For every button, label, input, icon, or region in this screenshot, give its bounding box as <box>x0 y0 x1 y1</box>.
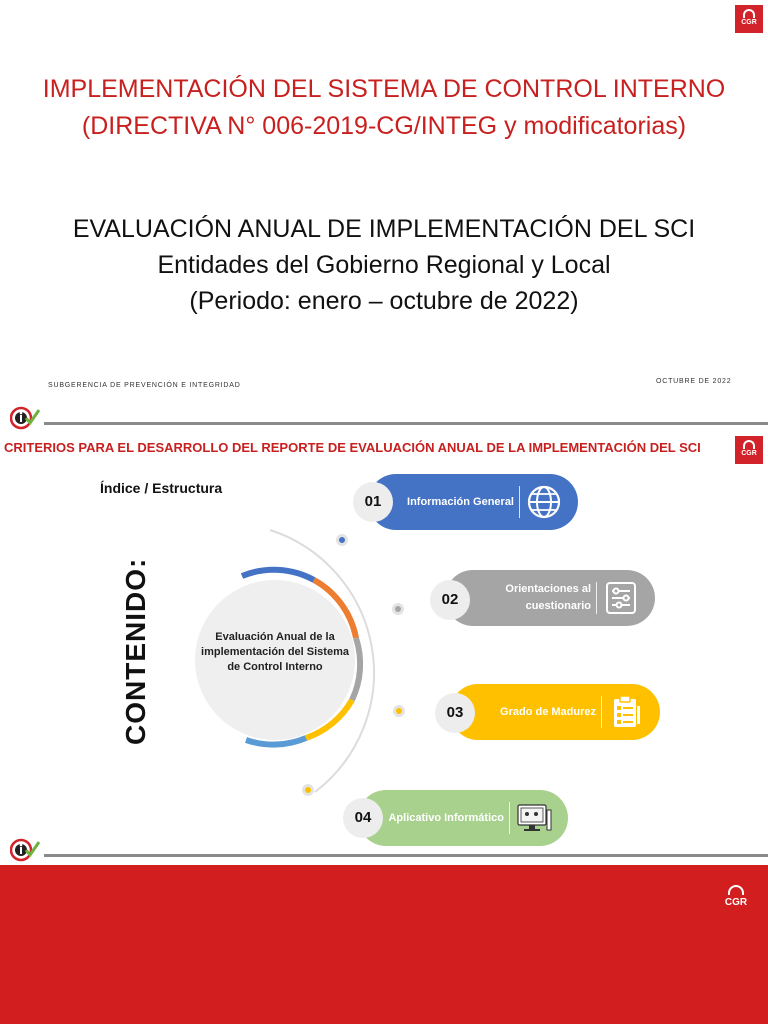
item-03-pill[interactable] <box>450 684 660 740</box>
cover-title-line2: (DIRECTIVA N° 006-2019-CG/INTEG y modificatorias) <box>81 112 687 140</box>
integrity-check-icon <box>10 838 40 862</box>
globe-icon <box>526 484 562 520</box>
vertical-content-label: CONTENIDO: <box>120 557 151 745</box>
cover-slide <box>0 0 768 400</box>
index-label: Índice / Estructura <box>100 480 223 496</box>
cover-subtitle-line2: Entidades del Gobierno Regional y Local <box>157 251 611 279</box>
checklist-icon <box>608 694 644 730</box>
ring-segment-blue-top <box>242 570 314 580</box>
timeline-dot-02 <box>394 605 403 614</box>
footer-department: SUBGERENCIA DE PREVENCIÓN E INTEGRIDAD <box>48 382 241 389</box>
footer-date: OCTUBRE DE 2022 <box>656 378 732 385</box>
slide-title: CRITERIOS PARA EL DESARROLLO DEL REPORTE DE EVALUACIÓN ANUAL DE LA IMPLEMENTACIÓN DEL SCI <box>4 440 701 455</box>
cgr-logo: CGR <box>718 885 754 915</box>
computer-icon <box>516 800 552 836</box>
item-03-number: 03 <box>435 693 475 733</box>
item-01-number: 01 <box>353 482 393 522</box>
cover-title-line1: IMPLEMENTACIÓN DEL SISTEMA DE CONTROL INTERNO <box>42 75 726 103</box>
cgr-logo: CGR <box>735 436 763 464</box>
cgr-logo: CGR <box>735 5 763 33</box>
closing-slide <box>0 865 768 1024</box>
timeline-dot-01 <box>338 536 347 545</box>
item-01-label: Información General <box>407 495 514 508</box>
item-02-pill[interactable] <box>445 570 655 626</box>
sliders-icon <box>603 580 639 616</box>
item-04-label: Aplicativo Informático <box>388 811 504 824</box>
item-02-label: Orientaciones al cuestionario <box>505 583 591 612</box>
item-04-number: 04 <box>343 798 383 838</box>
item-03-label: Grado de Madurez <box>500 705 596 718</box>
item-02-number: 02 <box>430 580 470 620</box>
item-01-pill[interactable] <box>368 474 578 530</box>
cover-subtitle-line3: (Periodo: enero – octubre de 2022) <box>189 287 579 315</box>
center-text: Evaluación Anual de la implementación del Sistema de Control Interno <box>201 631 349 673</box>
footer-rule <box>44 854 768 857</box>
item-04-pill[interactable] <box>358 790 568 846</box>
timeline-dot-03 <box>395 707 404 716</box>
timeline-dot-04 <box>304 786 313 795</box>
cover-subtitle-line1: EVALUACIÓN ANUAL DE IMPLEMENTACIÓN DEL SCI <box>72 215 696 243</box>
content-slide <box>0 400 768 865</box>
